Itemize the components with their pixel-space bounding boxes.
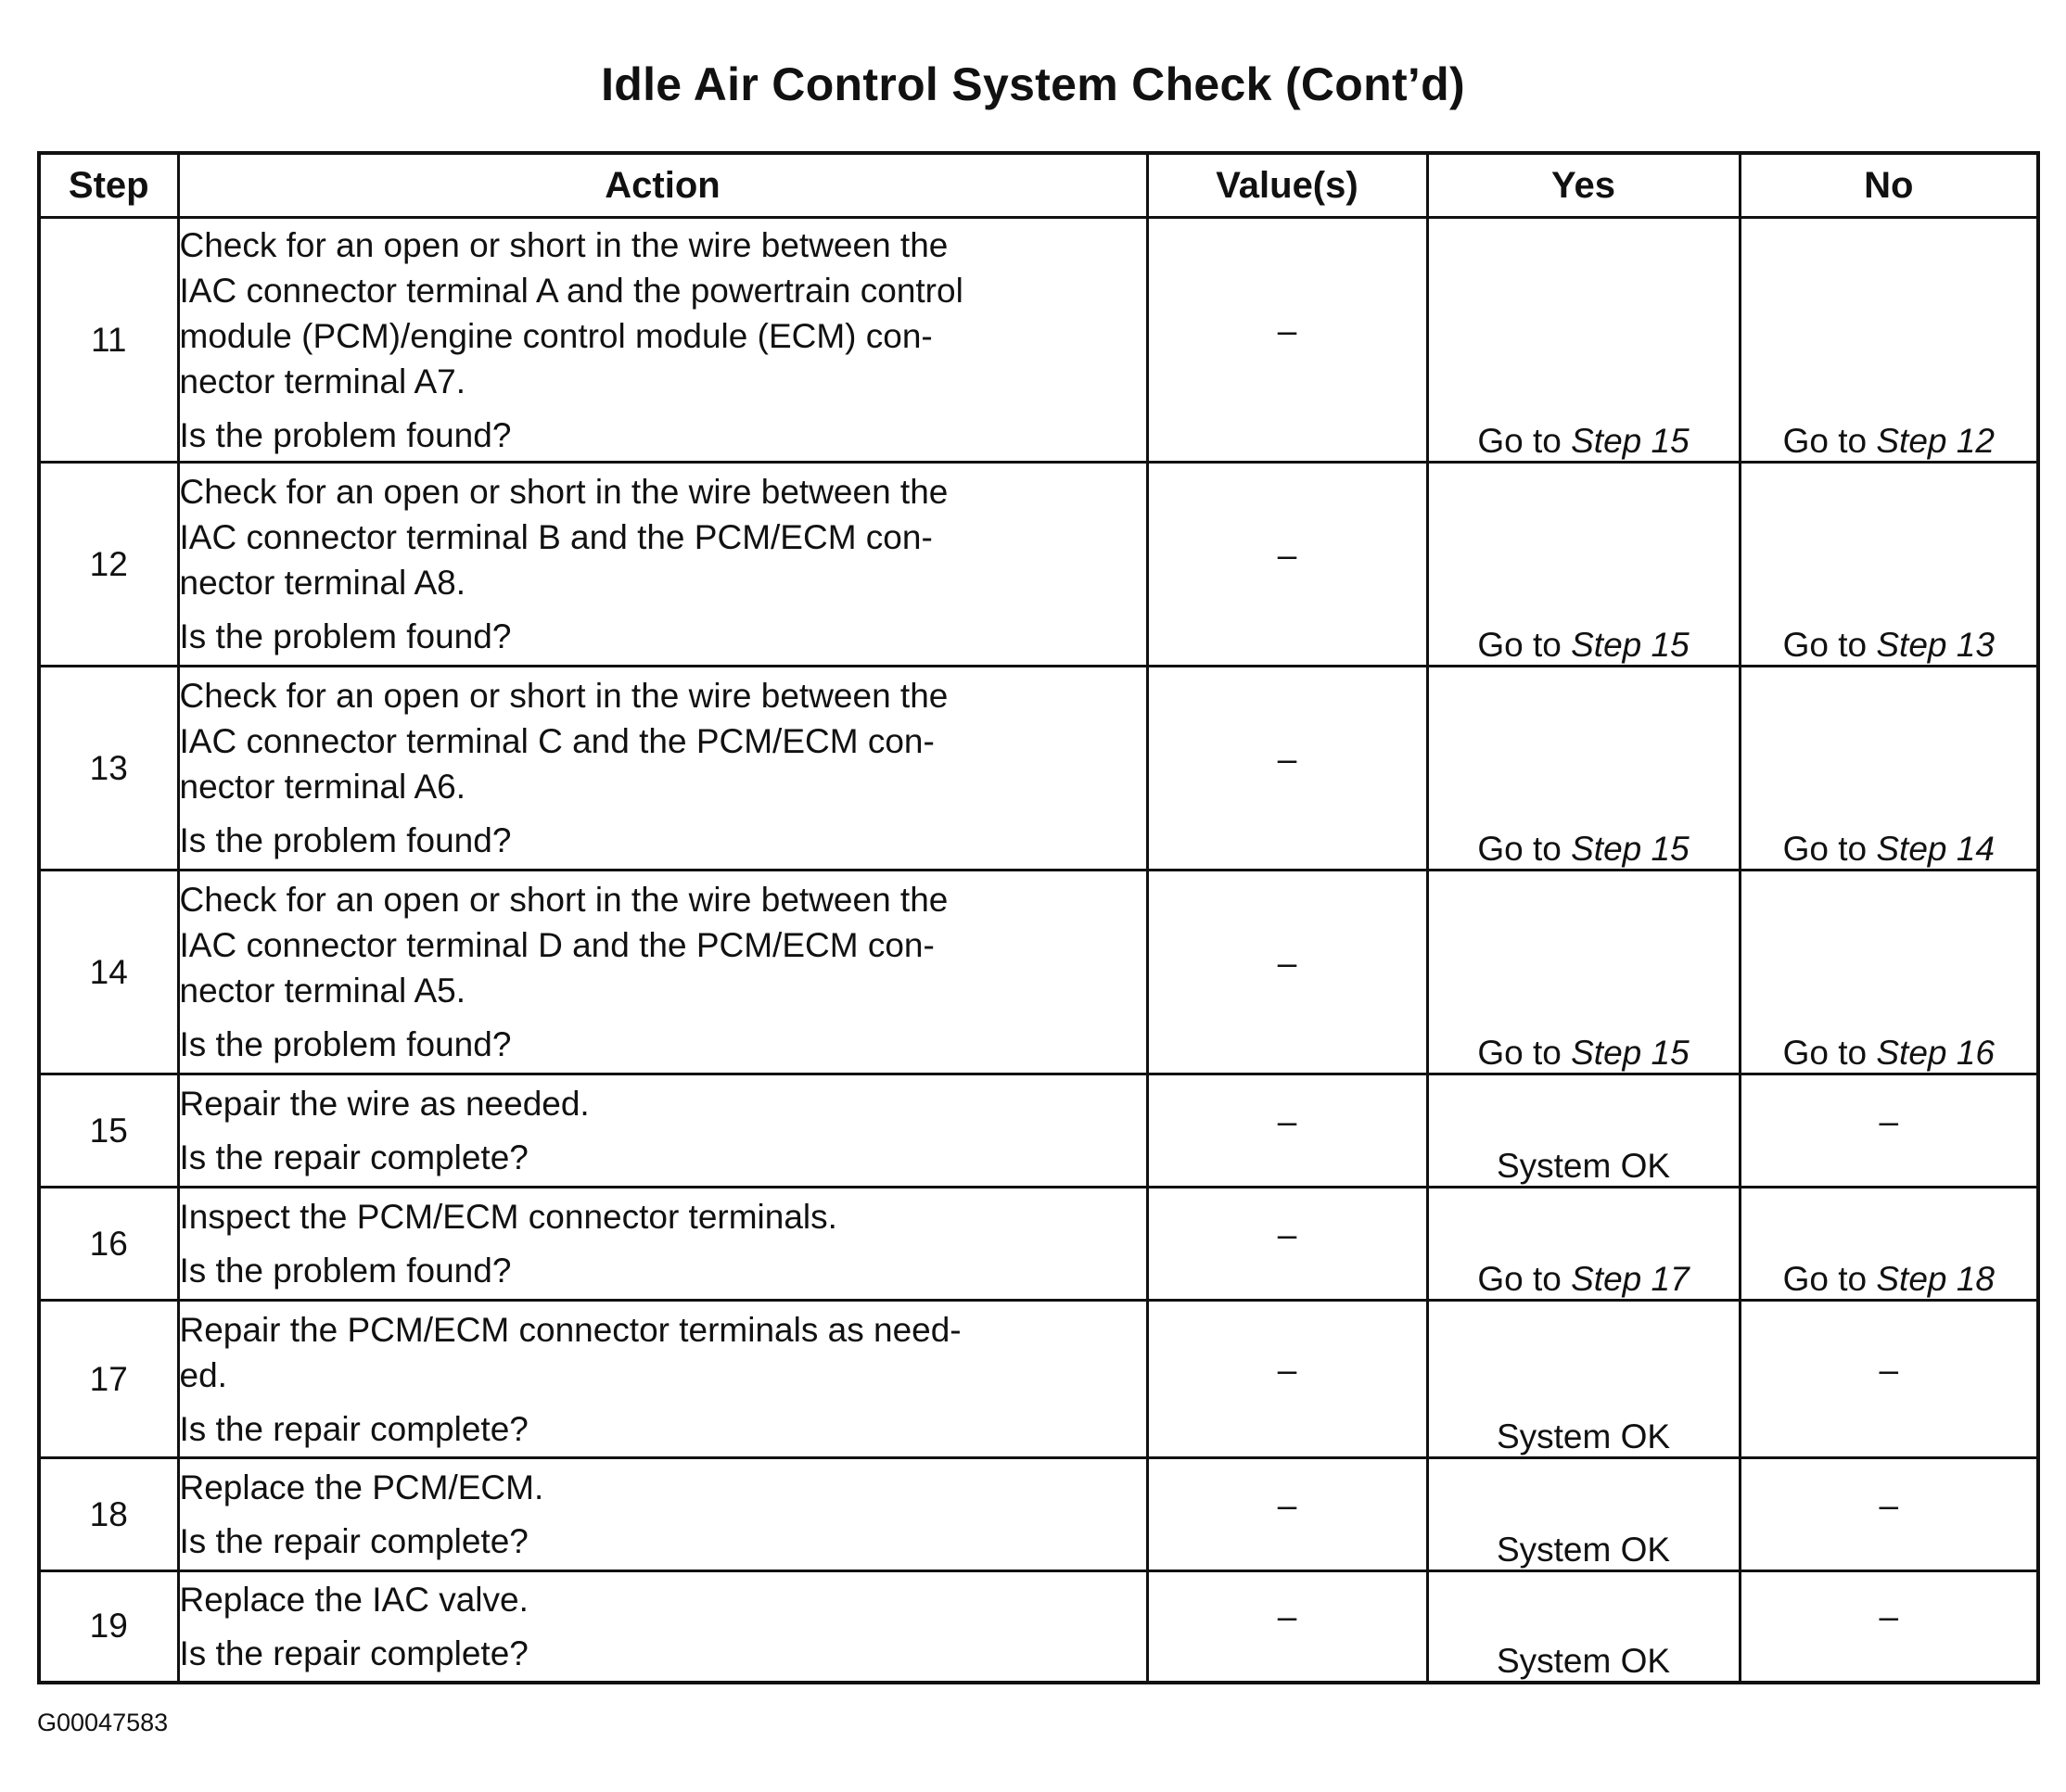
go-to-step: Step 12: [1876, 422, 1995, 460]
no-result: [1740, 1571, 2038, 1683]
yes-result: [1427, 218, 1740, 463]
value-text: –: [1277, 1101, 1297, 1140]
table-row: [39, 1188, 2038, 1301]
no-result: [1740, 1458, 2038, 1571]
value-cell: [1147, 1074, 1427, 1188]
go-to-prefix: Go to: [1782, 1034, 1877, 1072]
yes-result: [1427, 871, 1740, 1074]
go-to-step: Step 15: [1571, 422, 1690, 460]
go-to-step: Step 16: [1876, 1034, 1995, 1072]
yes-result: [1427, 1301, 1740, 1458]
action-line: IAC connector terminal B and the PCM/ECM con-: [179, 518, 933, 556]
action-line: Replace the PCM/ECM.: [179, 1468, 544, 1506]
diagnostic-table: [37, 151, 2040, 1684]
action-question: Is the problem found?: [179, 1252, 512, 1290]
value-text: –: [1277, 311, 1297, 350]
step-number: 17: [39, 1301, 178, 1458]
value-text: –: [1277, 535, 1297, 574]
action-text: [178, 1571, 1147, 1683]
yes-result: [1427, 1458, 1740, 1571]
action-line: IAC connector terminal C and the PCM/ECM con-: [179, 722, 935, 760]
table-row: [39, 1571, 2038, 1683]
action-line: Check for an open or short in the wire between the: [179, 677, 949, 715]
value-text: –: [1277, 1485, 1297, 1524]
go-to-step: Step 15: [1571, 1034, 1690, 1072]
action-question: Is the problem found?: [179, 617, 512, 655]
value-text: –: [1277, 1350, 1297, 1389]
no-result: [1740, 667, 2038, 871]
yes-result: [1427, 1188, 1740, 1301]
action-text: [178, 1074, 1147, 1188]
step-number: 16: [39, 1188, 178, 1301]
step-number: 11: [39, 218, 178, 463]
table-row: [39, 871, 2038, 1074]
value-text: –: [1277, 739, 1297, 778]
page-title: Idle Air Control System Check (Cont’d): [601, 58, 1465, 110]
action-question: Is the repair complete?: [179, 1409, 529, 1448]
go-to-prefix: Go to: [1477, 1260, 1572, 1298]
yes-result: [1427, 1571, 1740, 1683]
header-values: Value(s): [1147, 153, 1427, 218]
action-line: Replace the IAC valve.: [179, 1580, 529, 1619]
action-text: [178, 463, 1147, 667]
action-line: nector terminal A5.: [179, 972, 465, 1010]
yes-result: [1427, 463, 1740, 667]
value-cell: [1147, 667, 1427, 871]
value-text: –: [1277, 943, 1297, 982]
action-line: nector terminal A8.: [179, 564, 465, 602]
no-result: [1740, 1074, 2038, 1188]
go-to-prefix: Go to: [1477, 830, 1572, 868]
header-action: Action: [178, 153, 1147, 218]
action-question: Is the repair complete?: [179, 1522, 529, 1560]
go-to-prefix: Go to: [1782, 1260, 1877, 1298]
header-step: Step: [39, 153, 178, 218]
action-question: Is the repair complete?: [179, 1633, 529, 1672]
value-cell: [1147, 463, 1427, 667]
step-number: 18: [39, 1458, 178, 1571]
no-result-text: –: [1879, 1597, 1899, 1636]
value-cell: [1147, 218, 1427, 463]
table-row: [39, 1301, 2038, 1458]
no-result: [1740, 463, 2038, 667]
go-to-step: Step 15: [1571, 830, 1690, 868]
table-row: [39, 1458, 2038, 1571]
action-line: Repair the wire as needed.: [179, 1085, 590, 1123]
go-to-step: Step 13: [1876, 626, 1995, 664]
no-result: [1740, 218, 2038, 463]
value-text: –: [1277, 1597, 1297, 1636]
yes-result: [1427, 1074, 1740, 1188]
go-to-prefix: Go to: [1477, 422, 1572, 460]
table-row: [39, 1074, 2038, 1188]
action-text: [178, 218, 1147, 463]
action-text: [178, 871, 1147, 1074]
value-text: –: [1277, 1214, 1297, 1253]
table-row: [39, 667, 2038, 871]
action-text: [178, 1301, 1147, 1458]
action-text: [178, 1458, 1147, 1571]
action-line: Check for an open or short in the wire between the: [179, 473, 949, 511]
action-line: nector terminal A7.: [179, 362, 465, 400]
header-no: No: [1740, 153, 2038, 218]
action-line: ed.: [179, 1355, 227, 1394]
action-question: Is the repair complete?: [179, 1138, 529, 1176]
go-to-step: Step 18: [1876, 1260, 1995, 1298]
action-line: Check for an open or short in the wire between the: [179, 225, 949, 264]
action-line: IAC connector terminal A and the powertrain control: [179, 271, 963, 310]
step-number: 12: [39, 463, 178, 667]
go-to-prefix: Go to: [1782, 626, 1877, 664]
value-cell: [1147, 871, 1427, 1074]
table-row: [39, 463, 2038, 667]
step-number: 14: [39, 871, 178, 1074]
table-body: [39, 218, 2038, 1683]
action-line: IAC connector terminal D and the PCM/ECM con-: [179, 926, 935, 964]
table-row: [39, 218, 2038, 463]
go-to-step: Step 15: [1571, 626, 1690, 664]
figure-id: G00047583: [37, 1709, 169, 1736]
action-line: nector terminal A6.: [179, 768, 465, 806]
go-to-prefix: Go to: [1477, 1034, 1572, 1072]
yes-result-text: System OK: [1496, 1417, 1671, 1455]
action-text: [178, 667, 1147, 871]
yes-result-text: System OK: [1496, 1147, 1671, 1185]
step-number: 19: [39, 1571, 178, 1683]
yes-result-text: System OK: [1496, 1641, 1671, 1680]
action-line: module (PCM)/engine control module (ECM) con-: [179, 316, 933, 355]
go-to-step: Step 14: [1876, 830, 1995, 868]
no-result-text: –: [1879, 1101, 1899, 1140]
value-cell: [1147, 1458, 1427, 1571]
step-number: 15: [39, 1074, 178, 1188]
action-line: Check for an open or short in the wire between the: [179, 881, 949, 919]
no-result: [1740, 871, 2038, 1074]
table-header-row: [39, 153, 2038, 218]
value-cell: [1147, 1571, 1427, 1683]
action-question: Is the problem found?: [179, 1025, 512, 1063]
go-to-prefix: Go to: [1477, 626, 1572, 664]
action-question: Is the problem found?: [179, 821, 512, 859]
no-result-text: –: [1879, 1350, 1899, 1389]
action-line: Inspect the PCM/ECM connector terminals.: [179, 1198, 837, 1236]
go-to-prefix: Go to: [1782, 422, 1877, 460]
value-cell: [1147, 1188, 1427, 1301]
action-line: Repair the PCM/ECM connector terminals as need-: [179, 1310, 962, 1349]
step-number: 13: [39, 667, 178, 871]
go-to-step: Step 17: [1571, 1260, 1690, 1298]
action-question: Is the problem found?: [179, 415, 512, 454]
header-yes: Yes: [1427, 153, 1740, 218]
no-result: [1740, 1188, 2038, 1301]
action-text: [178, 1188, 1147, 1301]
yes-result-text: System OK: [1496, 1531, 1671, 1569]
no-result: [1740, 1301, 2038, 1458]
yes-result: [1427, 667, 1740, 871]
go-to-prefix: Go to: [1782, 830, 1877, 868]
no-result-text: –: [1879, 1485, 1899, 1524]
value-cell: [1147, 1301, 1427, 1458]
